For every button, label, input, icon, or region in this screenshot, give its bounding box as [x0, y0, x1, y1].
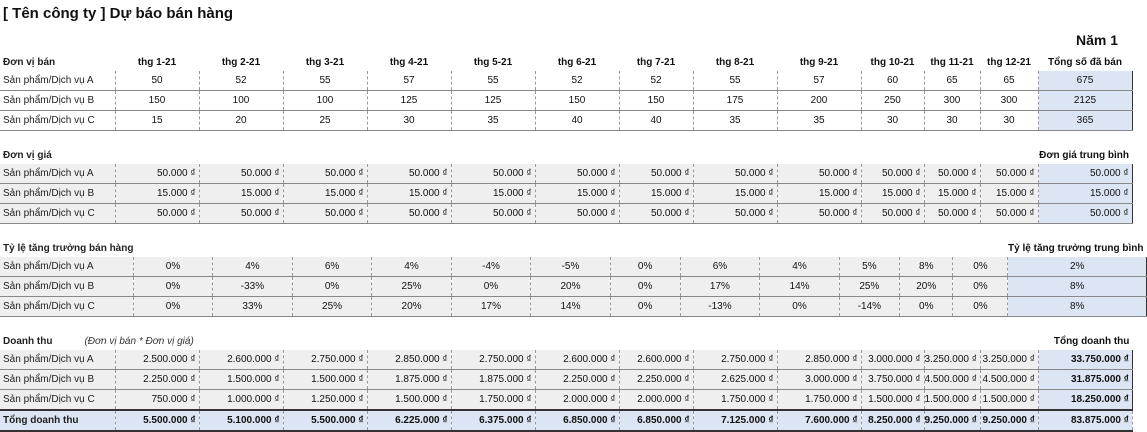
month-header-3: thg 3-21: [305, 57, 345, 68]
cell: 150: [535, 91, 619, 111]
row-label: Sản phẩm/Dịch vụ B: [0, 91, 115, 111]
cell: 57: [367, 71, 451, 91]
cell: 50.000 ₫: [535, 204, 619, 224]
cell: 3.250.000 ₫: [980, 350, 1038, 370]
summary-cell: 675: [1038, 71, 1132, 91]
month-header-2: thg 2-21: [221, 57, 261, 68]
row-label: Sản phẩm/Dịch vụ A: [0, 350, 115, 370]
summary-cell: 2%: [1008, 257, 1147, 277]
month-header-11: [900, 232, 953, 257]
cell: 2.625.000 ₫: [693, 370, 777, 390]
cell: 125: [451, 91, 535, 111]
revenue-table: [0, 325, 1133, 432]
month-header-4: [372, 232, 451, 257]
cell: 65: [980, 71, 1038, 91]
cell: 750.000 ₫: [115, 390, 199, 411]
summary-cell: 50.000 ₫: [1038, 204, 1132, 224]
cell: 40: [535, 111, 619, 131]
cell: 15.000 ₫: [199, 184, 283, 204]
month-header-9: [777, 139, 861, 164]
cell: 2.600.000 ₫: [535, 350, 619, 370]
month-header-2: [199, 139, 283, 164]
cell: 3.250.000 ₫: [924, 350, 980, 370]
cell: 6%: [680, 257, 760, 277]
month-header-9: thg 9-21: [799, 57, 839, 68]
growth-table: [0, 232, 1147, 317]
cell: 0%: [953, 277, 1008, 297]
cell: 1.500.000 ₫: [283, 370, 367, 390]
cell: 50.000 ₫: [535, 164, 619, 184]
cell: 15.000 ₫: [451, 184, 535, 204]
cell: 50.000 ₫: [777, 164, 861, 184]
row-label: Sản phẩm/Dịch vụ C: [0, 111, 115, 131]
cell: 2.850.000 ₫: [367, 350, 451, 370]
cell: 25%: [292, 297, 371, 317]
section-note: (Đơn vị bán * Đơn vị giá): [84, 336, 194, 347]
cell: 5%: [839, 257, 899, 277]
cell: 300: [924, 91, 980, 111]
summary-cell: 2125: [1038, 91, 1132, 111]
cell: 50.000 ₫: [619, 204, 693, 224]
cell: 50.000 ₫: [777, 204, 861, 224]
cell: 25: [283, 111, 367, 131]
cell: -4%: [451, 257, 530, 277]
cell: 50.000 ₫: [115, 164, 199, 184]
cell: 35: [777, 111, 861, 131]
cell: 35: [451, 111, 535, 131]
cell: 50.000 ₫: [924, 204, 980, 224]
row-label: Sản phẩm/Dịch vụ B: [0, 370, 115, 390]
cell: 50.000 ₫: [451, 204, 535, 224]
cell: 20: [199, 111, 283, 131]
cell: 1.500.000 ₫: [367, 390, 451, 411]
cell: 1.500.000 ₫: [199, 370, 283, 390]
summary-cell: 31.875.000 ₫: [1038, 370, 1132, 390]
cell: 1.750.000 ₫: [693, 390, 777, 411]
cell: 15.000 ₫: [535, 184, 619, 204]
row-label: Sản phẩm/Dịch vụ A: [0, 71, 115, 91]
month-header-7: [610, 232, 680, 257]
month-header-4: [367, 325, 451, 350]
total-cell: 5.500.000 ₫: [115, 410, 199, 431]
total-label: Tổng doanh thu: [0, 410, 115, 431]
month-header-9: [760, 232, 839, 257]
cell: 15.000 ₫: [980, 184, 1038, 204]
year-label: Năm 1: [1075, 32, 1119, 48]
row-label: Sản phẩm/Dịch vụ A: [0, 164, 115, 184]
cell: 30: [980, 111, 1038, 131]
summary-header: Tổng doanh thu: [1053, 336, 1130, 347]
cell: 17%: [451, 297, 530, 317]
month-header-12: [953, 232, 1008, 257]
cell: 20%: [900, 277, 953, 297]
month-header-3: [283, 325, 367, 350]
cell: 50.000 ₫: [199, 204, 283, 224]
cell: 60: [861, 71, 924, 91]
cell: 30: [861, 111, 924, 131]
units-table: [0, 46, 1133, 131]
row-label: Sản phẩm/Dịch vụ B: [0, 184, 115, 204]
row-label: Sản phẩm/Dịch vụ C: [0, 390, 115, 411]
month-header-7: [619, 325, 693, 350]
cell: 15.000 ₫: [619, 184, 693, 204]
row-label: Sản phẩm/Dịch vụ C: [0, 204, 115, 224]
cell: 150: [115, 91, 199, 111]
summary-cell: 15.000 ₫: [1038, 184, 1132, 204]
month-header-8: [680, 232, 760, 257]
cell: 4%: [372, 257, 451, 277]
cell: 15.000 ₫: [367, 184, 451, 204]
cell: 2.500.000 ₫: [115, 350, 199, 370]
cell: 55: [693, 71, 777, 91]
cell: 15: [115, 111, 199, 131]
cell: 57: [777, 71, 861, 91]
total-cell: 5.100.000 ₫: [199, 410, 283, 431]
cell: 50.000 ₫: [693, 164, 777, 184]
table-row: [0, 204, 1132, 224]
cell: 1.875.000 ₫: [451, 370, 535, 390]
cell: 20%: [531, 277, 610, 297]
cell: 1.000.000 ₫: [199, 390, 283, 411]
cell: 0%: [133, 257, 212, 277]
cell: 35: [693, 111, 777, 131]
cell: 65: [924, 71, 980, 91]
cell: 0%: [451, 277, 530, 297]
summary-cell: 33.750.000 ₫: [1038, 350, 1132, 370]
total-cell: 8.250.000 ₫: [861, 410, 924, 431]
month-header-9: [777, 325, 861, 350]
cell: 1.750.000 ₫: [451, 390, 535, 411]
cell: 1.500.000 ₫: [980, 390, 1038, 411]
month-header-12: [980, 139, 1038, 164]
total-row: [0, 410, 1132, 431]
cell: 3.750.000 ₫: [861, 370, 924, 390]
table-row: [0, 297, 1147, 317]
month-header-1: thg 1-21: [137, 57, 177, 68]
cell: 2.850.000 ₫: [777, 350, 861, 370]
cell: 55: [451, 71, 535, 91]
cell: 175: [693, 91, 777, 111]
month-header-4: [367, 139, 451, 164]
month-header-1: [115, 139, 199, 164]
summary-cell: 8%: [1008, 277, 1147, 297]
month-header-6: thg 6-21: [557, 57, 597, 68]
table-row: [0, 164, 1132, 184]
table-row: [0, 91, 1132, 111]
cell: 200: [777, 91, 861, 111]
month-header-11: thg 11-21: [930, 57, 974, 68]
section-header: Đơn vị bán: [3, 57, 56, 68]
month-header-7: thg 7-21: [636, 57, 676, 68]
cell: 3.000.000 ₫: [861, 350, 924, 370]
cell: 2.600.000 ₫: [199, 350, 283, 370]
cell: 50.000 ₫: [115, 204, 199, 224]
cell: 50.000 ₫: [861, 164, 924, 184]
total-cell: 7.600.000 ₫: [777, 410, 861, 431]
row-label: Sản phẩm/Dịch vụ C: [0, 297, 133, 317]
total-cell: 6.850.000 ₫: [535, 410, 619, 431]
month-header-5: thg 5-21: [473, 57, 513, 68]
cell: 0%: [953, 257, 1008, 277]
cell: 50.000 ₫: [199, 164, 283, 184]
month-header-5: [451, 325, 535, 350]
table-row: [0, 350, 1132, 370]
cell: 4%: [213, 257, 293, 277]
month-header-8: [693, 139, 777, 164]
section-header-row: [0, 139, 1132, 164]
row-label: Sản phẩm/Dịch vụ A: [0, 257, 133, 277]
month-header-8: thg 8-21: [715, 57, 755, 68]
page-title: [ Tên công ty ] Dự báo bán hàng: [3, 5, 234, 22]
cell: 4%: [760, 257, 839, 277]
total-cell: 6.225.000 ₫: [367, 410, 451, 431]
cell: 15.000 ₫: [861, 184, 924, 204]
cell: 20%: [372, 297, 451, 317]
section-header: [0, 325, 283, 350]
month-header-3: [292, 232, 371, 257]
cell: 17%: [680, 277, 760, 297]
section-header-text: Doanh thu: [3, 336, 53, 347]
month-header-6: [535, 325, 619, 350]
cell: 30: [367, 111, 451, 131]
cell: 1.750.000 ₫: [777, 390, 861, 411]
month-header-5: [451, 139, 535, 164]
table-row: [0, 257, 1147, 277]
cell: 6%: [292, 257, 371, 277]
month-header-3: [283, 139, 367, 164]
cell: 33%: [213, 297, 293, 317]
summary-cell: 8%: [1008, 297, 1147, 317]
cell: 0%: [610, 257, 680, 277]
month-header-11: [924, 139, 980, 164]
cell: 0%: [133, 297, 212, 317]
row-label: Sản phẩm/Dịch vụ B: [0, 277, 133, 297]
cell: 1.875.000 ₫: [367, 370, 451, 390]
cell: 4.500.000 ₫: [980, 370, 1038, 390]
month-header-6: [531, 232, 610, 257]
cell: 0%: [610, 297, 680, 317]
table-row: [0, 277, 1147, 297]
summary-header: Tỷ lệ tăng trưởng trung bình: [1008, 243, 1144, 254]
month-header-7: [619, 139, 693, 164]
cell: 15.000 ₫: [693, 184, 777, 204]
cell: 30: [924, 111, 980, 131]
summary-header: Đơn giá trung bình: [1039, 150, 1129, 161]
table-row: [0, 390, 1132, 411]
cell: 52: [535, 71, 619, 91]
month-header-8: [693, 325, 777, 350]
cell: 50.000 ₫: [367, 164, 451, 184]
cell: 50.000 ₫: [924, 164, 980, 184]
section-header: Tỷ lệ tăng trưởng bán hàng: [3, 243, 134, 254]
cell: 100: [283, 91, 367, 111]
table-row: [0, 184, 1132, 204]
total-cell: 6.850.000 ₫: [619, 410, 693, 431]
section-header-row: [0, 325, 1132, 350]
cell: 8%: [900, 257, 953, 277]
month-header-5: [451, 232, 530, 257]
cell: 50.000 ₫: [861, 204, 924, 224]
month-header-2: [213, 232, 293, 257]
cell: 1.500.000 ₫: [924, 390, 980, 411]
cell: 52: [619, 71, 693, 91]
cell: 25%: [839, 277, 899, 297]
section-header-row: [0, 46, 1132, 71]
cell: -5%: [531, 257, 610, 277]
total-summary-cell: 83.875.000 ₫: [1038, 410, 1132, 431]
summary-cell: 50.000 ₫: [1038, 164, 1132, 184]
month-header-10: [861, 325, 924, 350]
cell: 15.000 ₫: [924, 184, 980, 204]
cell: 15.000 ₫: [115, 184, 199, 204]
month-header-6: [535, 139, 619, 164]
cell: 50.000 ₫: [283, 204, 367, 224]
cell: 55: [283, 71, 367, 91]
month-header-1: [133, 232, 212, 257]
total-cell: 9.250.000 ₫: [980, 410, 1038, 431]
cell: 0%: [610, 277, 680, 297]
cell: 0%: [900, 297, 953, 317]
cell: 40: [619, 111, 693, 131]
cell: 2.000.000 ₫: [619, 390, 693, 411]
cell: 1.250.000 ₫: [283, 390, 367, 411]
cell: -14%: [839, 297, 899, 317]
month-header-12: [980, 325, 1038, 350]
cell: 50.000 ₫: [283, 164, 367, 184]
cell: 50.000 ₫: [367, 204, 451, 224]
total-cell: 9.250.000 ₫: [924, 410, 980, 431]
month-header-10: [839, 232, 899, 257]
cell: 100: [199, 91, 283, 111]
month-header-11: [924, 325, 980, 350]
cell: 2.600.000 ₫: [619, 350, 693, 370]
cell: 50.000 ₫: [693, 204, 777, 224]
total-cell: 7.125.000 ₫: [693, 410, 777, 431]
cell: 0%: [953, 297, 1008, 317]
cell: 2.750.000 ₫: [283, 350, 367, 370]
prices-table: [0, 139, 1133, 224]
cell: 15.000 ₫: [777, 184, 861, 204]
cell: 50.000 ₫: [451, 164, 535, 184]
total-cell: 5.500.000 ₫: [283, 410, 367, 431]
section-header-row: [0, 232, 1147, 257]
cell: 14%: [760, 277, 839, 297]
cell: 150: [619, 91, 693, 111]
section-header: Đơn vị giá: [3, 150, 52, 161]
cell: 0%: [133, 277, 212, 297]
table-row: [0, 71, 1132, 91]
cell: 300: [980, 91, 1038, 111]
total-cell: 6.375.000 ₫: [451, 410, 535, 431]
month-header-10: [861, 139, 924, 164]
cell: 1.500.000 ₫: [861, 390, 924, 411]
cell: 50.000 ₫: [619, 164, 693, 184]
cell: 2.250.000 ₫: [115, 370, 199, 390]
cell: 125: [367, 91, 451, 111]
summary-cell: 18.250.000 ₫: [1038, 390, 1132, 411]
cell: 50.000 ₫: [980, 204, 1038, 224]
cell: 15.000 ₫: [283, 184, 367, 204]
cell: 0%: [292, 277, 371, 297]
cell: 50.000 ₫: [980, 164, 1038, 184]
cell: 0%: [760, 297, 839, 317]
cell: 2.000.000 ₫: [535, 390, 619, 411]
cell: 2.250.000 ₫: [535, 370, 619, 390]
table-row: [0, 111, 1132, 131]
cell: 2.250.000 ₫: [619, 370, 693, 390]
cell: 4.500.000 ₫: [924, 370, 980, 390]
cell: 52: [199, 71, 283, 91]
cell: 14%: [531, 297, 610, 317]
month-header-12: thg 12-21: [987, 57, 1031, 68]
month-header-10: thg 10-21: [870, 57, 915, 68]
cell: 2.750.000 ₫: [451, 350, 535, 370]
cell: -33%: [213, 277, 293, 297]
cell: 2.750.000 ₫: [693, 350, 777, 370]
cell: 50: [115, 71, 199, 91]
summary-header: Tổng số đã bán: [1048, 57, 1122, 68]
cell: 250: [861, 91, 924, 111]
cell: 25%: [372, 277, 451, 297]
month-header-4: thg 4-21: [389, 57, 429, 68]
cell: -13%: [680, 297, 760, 317]
table-row: [0, 370, 1132, 390]
summary-cell: 365: [1038, 111, 1132, 131]
cell: 3.000.000 ₫: [777, 370, 861, 390]
